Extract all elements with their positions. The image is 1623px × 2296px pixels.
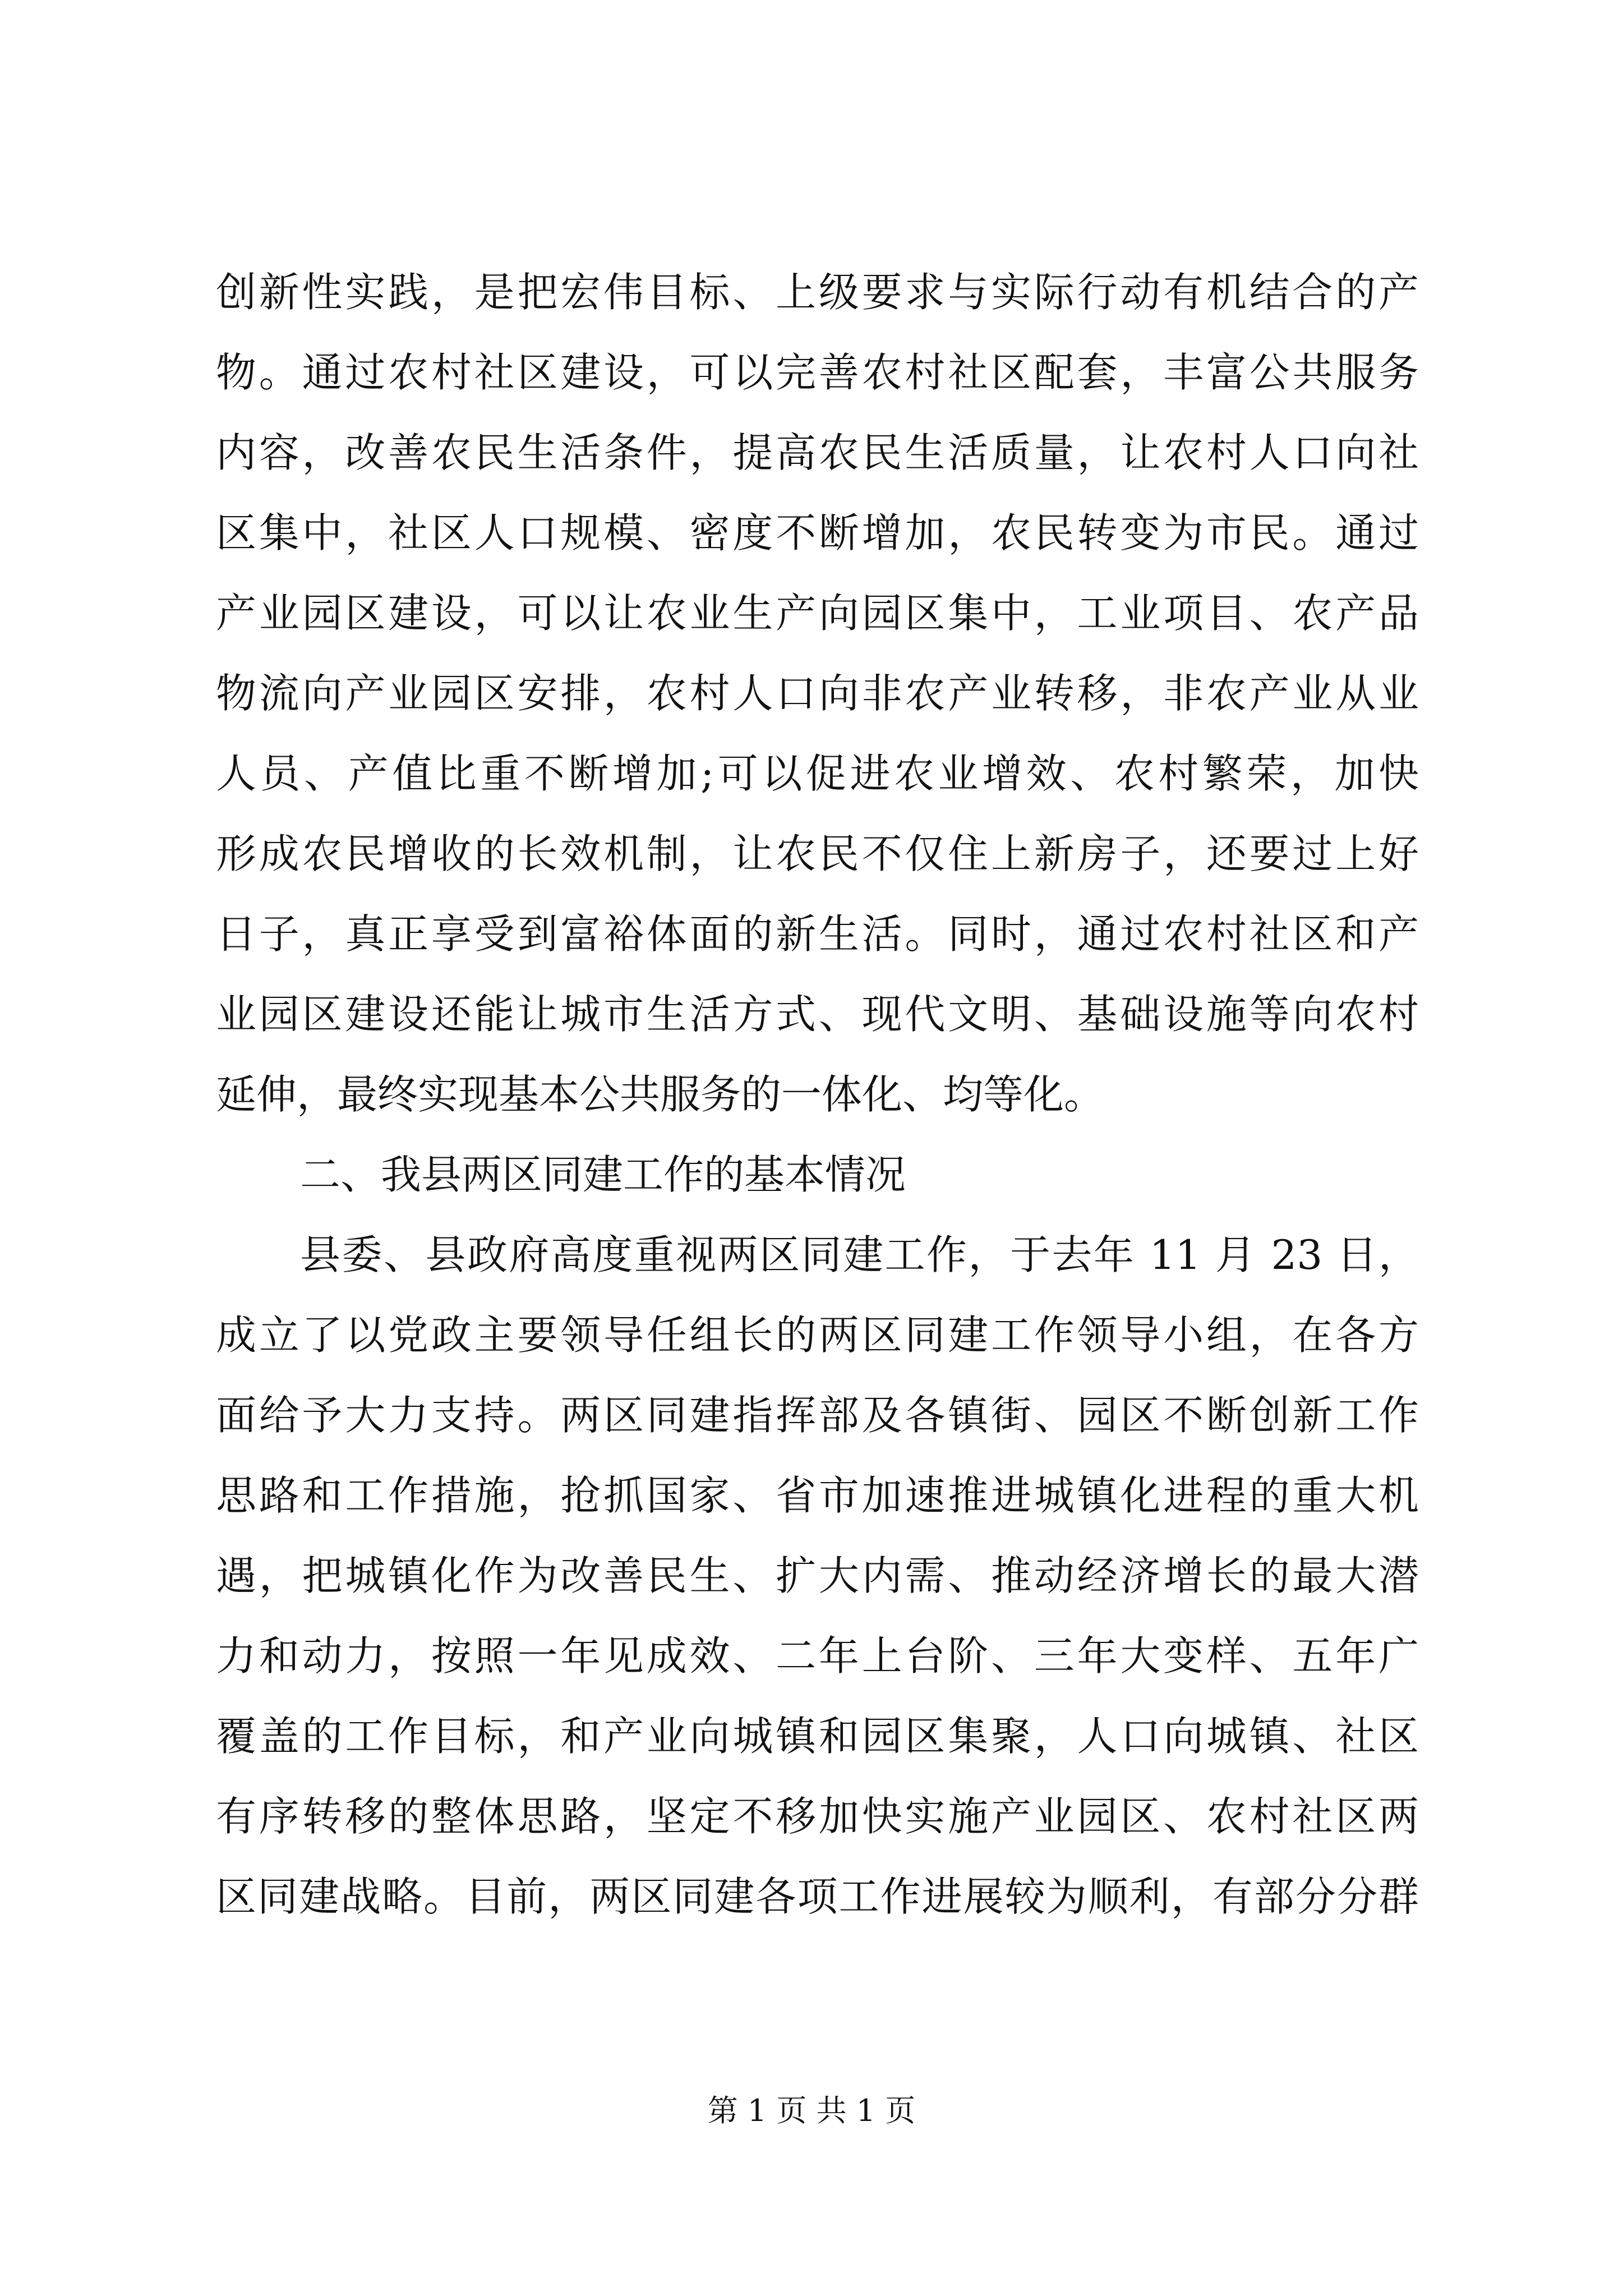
- text-line: 产业园区建设，可以让农业生产向园区集中，工业项目、农产品: [216, 590, 1419, 637]
- text-line: 成立了以党政主要领导任组长的两区同建工作领导小组，在各方: [216, 1312, 1419, 1359]
- text-line: 区同建战略。目前，两区同建各项工作进展较为顺利，有部分分群: [216, 1873, 1419, 1920]
- text-line: 延伸，最终实现基本公共服务的一体化、均等化。: [216, 1071, 1105, 1118]
- text-line: 日子，真正享受到富裕体面的新生活。同时，通过农村社区和产: [216, 910, 1419, 958]
- text-line: 区集中，社区人口规模、密度不断增加，农民转变为市民。通过: [216, 509, 1419, 556]
- text-line: 形成农民增收的长效机制，让农民不仅住上新房子，还要过上好: [216, 830, 1419, 877]
- text-line: 思路和工作措施，抢抓国家、省市加速推进城镇化进程的重大机: [216, 1472, 1419, 1519]
- text-line: 创新性实践，是把宏伟目标、上级要求与实际行动有机结合的产: [216, 269, 1419, 316]
- text-line: 覆盖的工作目标，和产业向城镇和园区集聚，人口向城镇、社区: [216, 1713, 1419, 1760]
- text-line: 物。通过农村社区建设，可以完善农村社区配套，丰富公共服务: [216, 349, 1419, 396]
- text-line: 人员、产值比重不断增加;可以促进农业增效、农村繁荣，加快: [216, 750, 1419, 797]
- text-line: 县委、县政府高度重视两区同建工作，于去年 11 月 23 日，: [300, 1231, 1419, 1278]
- body-text: [216, 252, 1419, 1937]
- text-line: 力和动力，按照一年见成效、二年上台阶、三年大变样、五年广: [216, 1632, 1419, 1680]
- text-line: 有序转移的整体思路，坚定不移加快实施产业园区、农村社区两: [216, 1793, 1419, 1840]
- text-line: 物流向产业园区安排，农村人口向非农产业转移，非农产业从业: [216, 670, 1419, 717]
- page-footer: 第 1 页 共 1 页: [707, 2093, 916, 2128]
- text-line: 业园区建设还能让城市生活方式、现代文明、基础设施等向农村: [216, 991, 1419, 1038]
- text-line: 遇，把城镇化作为改善民生、扩大内需、推动经济增长的最大潜: [216, 1552, 1419, 1599]
- section-heading: 二、我县两区同建工作的基本情况: [300, 1151, 906, 1198]
- text-line: 内容，改善农民生活条件，提高农民生活质量，让农村人口向社: [216, 429, 1419, 476]
- text-line: 面给予大力支持。两区同建指挥部及各镇街、园区不断创新工作: [216, 1392, 1419, 1439]
